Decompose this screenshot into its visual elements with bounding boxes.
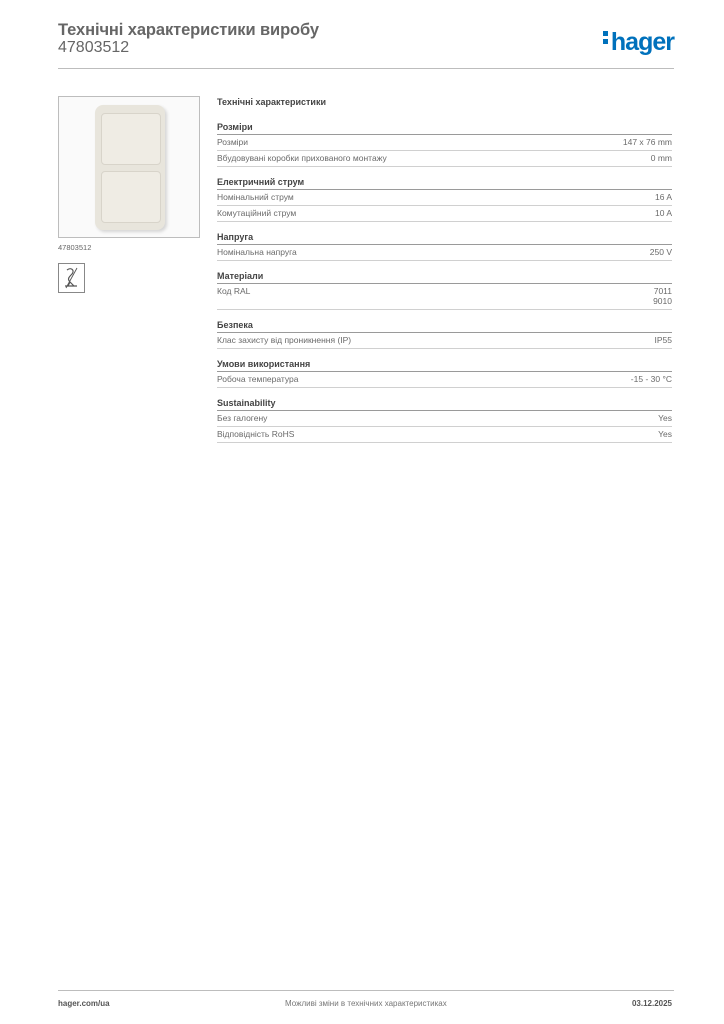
spec-row — [217, 135, 672, 151]
footer-date: 03.12.2025 — [631, 999, 672, 1008]
footer-divider — [58, 990, 674, 991]
spec-label: Робоча температура — [217, 374, 299, 384]
spec-row — [217, 284, 672, 310]
spec-row — [217, 427, 672, 443]
spec-row — [217, 245, 672, 261]
lower-cover — [101, 171, 161, 223]
section-title: Електричний струм — [217, 176, 672, 190]
spec-value — [658, 413, 672, 423]
spec-value — [655, 335, 673, 345]
spec-label: Номінальний струм — [217, 192, 294, 202]
spec-label: Клас захисту від проникнення (IP) — [217, 335, 352, 345]
spec-section — [217, 397, 672, 443]
spec-value — [631, 374, 672, 384]
spec-value-line: 10 A — [654, 208, 672, 218]
spec-label: Відповідність RoHS — [217, 429, 295, 439]
header-divider — [58, 68, 674, 69]
spec-label: Комутаційний струм — [217, 208, 297, 218]
socket-outlet-image — [95, 105, 165, 230]
spec-value-line: 0 mm — [650, 153, 672, 163]
spec-row — [217, 190, 672, 206]
section-title: Безпека — [217, 319, 672, 333]
footer-disclaimer: Можливі зміни в технічних характеристиках — [285, 999, 447, 1008]
logo-dots-icon — [603, 31, 608, 47]
spec-value — [658, 429, 672, 439]
spec-section — [217, 176, 672, 222]
section-title: Розміри — [217, 121, 672, 135]
spec-value-line: 16 A — [654, 192, 672, 202]
spec-label: Номінальна напруга — [217, 247, 297, 257]
spec-row — [217, 333, 672, 349]
spec-row — [217, 372, 672, 388]
spec-value — [655, 208, 672, 218]
footer-website-link[interactable]: hager.com/ua — [58, 999, 110, 1008]
spec-section — [217, 231, 672, 261]
spec-value — [655, 192, 672, 202]
spec-row — [217, 151, 672, 167]
spec-section — [217, 319, 672, 349]
upper-cover — [101, 113, 161, 165]
product-code-caption: 47803512 — [58, 243, 92, 252]
section-title: Напруга — [217, 231, 672, 245]
spec-value-line: 7011 — [653, 286, 672, 296]
spec-value — [623, 137, 672, 147]
hager-logo[interactable] — [603, 26, 674, 58]
spec-section — [217, 121, 672, 167]
specs-table — [217, 96, 672, 452]
spec-value-line: -15 - 30 °C — [630, 374, 672, 384]
spec-label: Розміри — [217, 137, 249, 147]
logo-text: hager — [610, 28, 674, 56]
certification-mark-icon — [58, 263, 85, 293]
spec-value — [653, 286, 672, 306]
section-title: Матеріали — [217, 270, 672, 284]
spec-value-line: 9010 — [653, 296, 672, 306]
spec-value-line: Yes — [658, 413, 672, 423]
spec-value-line: 147 x 76 mm — [622, 137, 672, 147]
section-title: Умови використання — [217, 358, 672, 372]
spec-row — [217, 206, 672, 222]
product-number: 47803512 — [58, 39, 130, 56]
spec-label: Код RAL — [217, 286, 251, 296]
spec-value-line: IP55 — [654, 335, 672, 345]
product-image — [58, 96, 200, 238]
page-title: Технічні характеристики виробу — [58, 21, 319, 39]
spec-section — [217, 358, 672, 388]
spec-value-line: Yes — [658, 429, 672, 439]
spec-value — [651, 153, 672, 163]
section-title: Sustainability — [217, 397, 672, 411]
spec-label: Вбудовувані коробки прихованого монтажу — [217, 153, 387, 163]
spec-value-line: 250 V — [649, 247, 672, 257]
spec-section — [217, 270, 672, 310]
spec-label: Без галогену — [217, 413, 268, 423]
specs-heading: Технічні характеристики — [217, 97, 326, 107]
spec-row — [217, 411, 672, 427]
spec-value — [650, 247, 672, 257]
